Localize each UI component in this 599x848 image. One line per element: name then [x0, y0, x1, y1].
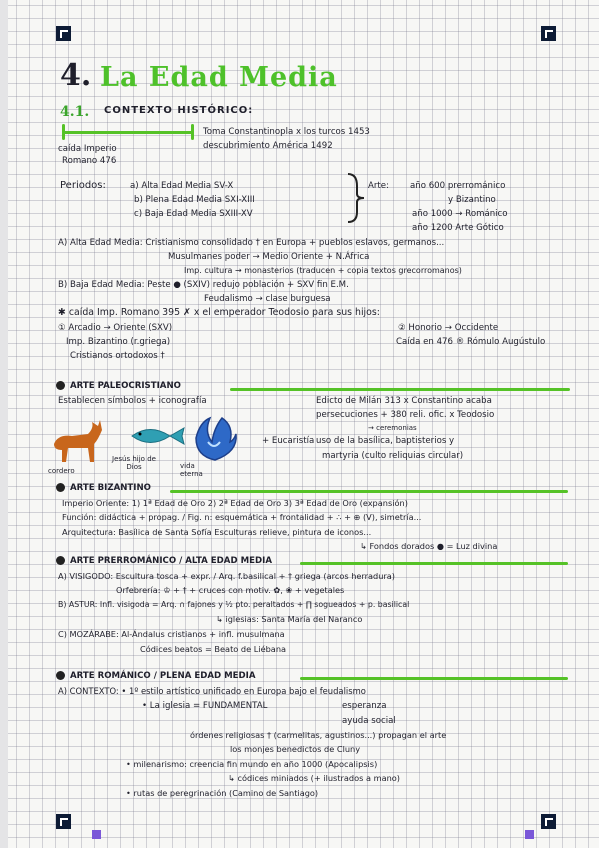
romanico-line: órdenes religiosas † (carmelitas, agustinos...) propagan el arte	[190, 730, 447, 740]
romanico-line: • La iglesia = FUNDAMENTAL	[142, 701, 268, 711]
bizantino-line: ↳ Fondos dorados ● = Luz divina	[360, 541, 498, 551]
prerro-line: Códices beatos = Beato de Liébana	[140, 644, 287, 654]
arte-label: Arte:	[368, 181, 389, 191]
page-mark-icon	[92, 830, 101, 839]
arte-item: año 1000 → Románico	[412, 209, 508, 219]
drawing-caption: Jesús hijo de Dios	[112, 455, 156, 471]
corner-marker-icon	[541, 26, 556, 41]
caida-line: Cristianos ortodoxos †	[70, 351, 165, 361]
arte-item: año 1200 Arte Gótico	[412, 223, 504, 233]
baja-line: B) Baja Edad Media: Peste ● (SXIV) redujo población + SXV fin E.M.	[58, 280, 349, 290]
section-number: 4.1.	[60, 104, 90, 120]
periodo-item: a) Alta Edad Media SV-X	[130, 181, 234, 191]
baja-line: Feudalismo → clase burguesa	[204, 294, 331, 304]
timeline-label: caída Imperio	[58, 144, 117, 154]
arte-item: año 600 prerrománico	[410, 181, 506, 191]
periodos-label: Periodos:	[60, 180, 106, 191]
caida-line: ① Arcadio → Oriente (SXV)	[58, 323, 173, 333]
corner-marker-icon	[56, 814, 71, 829]
prerro-line: B) ASTUR: Infl. visigoda = Arq. ∩ fajones y ½ pto. peraltados + ∏ sogueados + p. basilical	[58, 600, 410, 609]
caida-line: Imp. Bizantino (r.griega)	[66, 337, 171, 347]
brace-icon	[345, 172, 367, 224]
chapter-number: 4.	[60, 58, 92, 93]
periodo-item: c) Baja Edad Media SXIII-XV	[134, 209, 253, 219]
timeline-tick	[62, 124, 65, 140]
heading-underline	[230, 388, 570, 391]
bullet-icon	[56, 483, 65, 492]
romanico-line: los monjes benedictos de Cluny	[230, 744, 361, 754]
corner-marker-icon	[56, 26, 71, 41]
bizantino-line: Imperio Oriente: 1) 1ª Edad de Oro 2) 2ª Edad de Oro 3) 3ª Edad de Oro (expansión)	[62, 498, 408, 508]
timeline-event: Toma Constantinopla x los turcos 1453	[203, 127, 370, 137]
lamb-drawing-icon	[48, 418, 108, 466]
romanico-line: A) CONTEXTO: • 1º estilo artístico unificado en Europa bajo el feudalismo	[58, 686, 366, 696]
timeline-bar	[63, 131, 193, 134]
timeline-tick	[191, 124, 194, 140]
periodo-item: b) Plena Edad Media SXI-XIII	[134, 195, 255, 205]
fish-drawing-icon	[128, 425, 188, 447]
section-title: CONTEXTO HISTÓRICO:	[104, 105, 254, 116]
timeline-label: Romano 476	[62, 156, 117, 166]
bullet-icon	[56, 556, 65, 565]
alta-line: Imp. cultura → monasterios (traducen + copia textos grecorromanos)	[184, 266, 462, 275]
paleo-line: persecuciones + 380 reli. ofic. x Teodosio	[316, 410, 495, 420]
prerro-line: Orfebrería: ♔ + † + cruces con motiv. ✿, ❀ + vegetales	[116, 585, 345, 595]
section-heading: ARTE BIZANTINO	[70, 483, 151, 493]
romanico-line: esperanza	[342, 701, 387, 711]
eucaristia-label: + Eucaristía	[262, 436, 315, 446]
heading-underline	[300, 677, 568, 680]
page-title: La Edad Media	[100, 62, 338, 93]
bullet-icon	[56, 671, 65, 680]
romanico-line: ayuda social	[342, 716, 396, 726]
page-edge	[0, 0, 8, 848]
bizantino-line: Arquitectura: Basílica de Santa Sofía Esculturas relieve, pintura de iconos...	[62, 527, 372, 537]
caida-line: Caída en 476 ® Rómulo Augústulo	[396, 337, 546, 347]
romanico-line: ↳ códices miniados (+ ilustrados a mano)	[228, 773, 400, 783]
caida-title: ✱ caída Imp. Romano 395 ✗ x el emperador Teodosio para sus hijos:	[58, 307, 380, 318]
heading-underline	[300, 562, 568, 565]
paleo-line: uso de la basílica, baptisterios y	[316, 436, 455, 446]
vine-drawing-icon	[190, 412, 240, 462]
section-heading: ARTE PALEOCRISTIANO	[70, 381, 181, 391]
section-heading: ARTE PRERROMÁNICO / ALTA EDAD MEDIA	[70, 556, 272, 566]
paleo-line: Establecen símbolos + iconografía	[58, 396, 207, 406]
romanico-line: • rutas de peregrinación (Camino de Santiago)	[126, 788, 319, 798]
drawing-caption: vida eterna	[180, 462, 203, 478]
arte-item: y Bizantino	[448, 195, 496, 205]
page-mark-icon	[525, 830, 534, 839]
prerro-line: A) VISIGODO: Escultura tosca + expr. / Arq. f.basilical + † griega (arcos herradura)	[58, 571, 395, 581]
timeline-event: descubrimiento América 1492	[203, 141, 333, 151]
section-heading: ARTE ROMÁNICO / PLENA EDAD MEDIA	[70, 671, 256, 681]
heading-underline	[170, 490, 568, 493]
alta-line: Musulmanes poder → Medio Oriente + N.África	[168, 252, 370, 262]
prerro-line: ↳ iglesias: Santa María del Naranco	[216, 614, 363, 624]
paleo-line: → ceremonias	[368, 424, 417, 432]
caida-line: ② Honorio → Occidente	[398, 323, 499, 333]
prerro-line: C) MOZÁRABE: Al-Ándalus cristianos + infl. musulmana	[58, 629, 285, 639]
paleo-line: martyria (culto reliquias circular)	[322, 451, 464, 461]
drawing-caption: cordero	[48, 467, 75, 475]
romanico-line: • milenarismo: creencia fin mundo en año 1000 (Apocalipsis)	[126, 759, 378, 769]
alta-line: A) Alta Edad Media: Cristianismo consolidado † en Europa + pueblos eslavos, germanos...	[58, 238, 445, 248]
bullet-icon	[56, 381, 65, 390]
corner-marker-icon	[541, 814, 556, 829]
bizantino-line: Función: didáctica + propag. / Fig. n: esquemática + frontalidad + ∴ + ⊕ (V), simetría...	[62, 512, 422, 522]
paleo-line: Edicto de Milán 313 x Constantino acaba	[316, 396, 492, 406]
